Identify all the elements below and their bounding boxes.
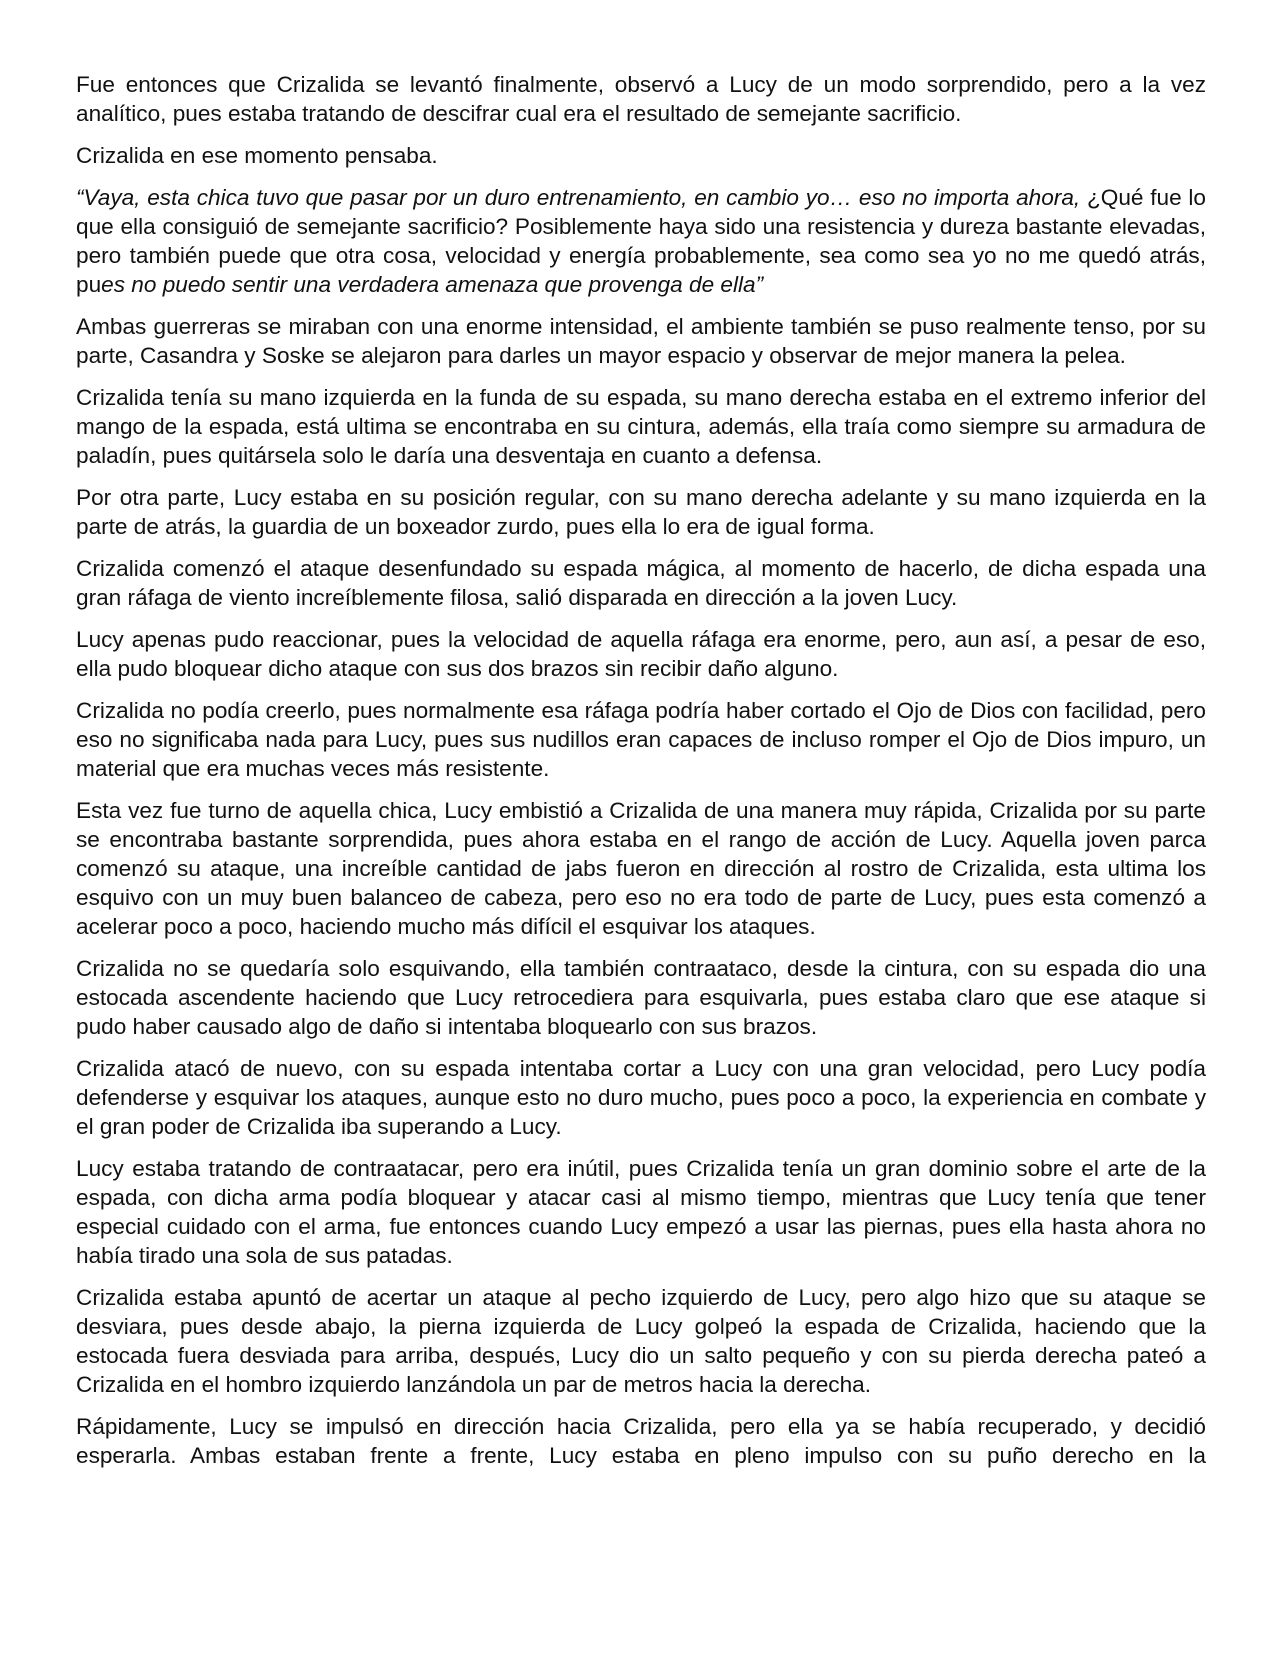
paragraph-4: Ambas guerreras se miraban con una enorme intensidad, el ambiente también se puso realmente tenso, por su parte, Casandra y Soske se alejaron para darles un mayor espacio y observar de mejor manera la pelea. [76, 314, 1206, 368]
paragraph-3-thought [76, 183, 1206, 299]
paragraph-11: Crizalida no se quedaría solo esquivando, ella también contraataco, desde la cintura, con su espada dio una estocada ascendente haciendo que Lucy retrocediera para esquivarla, pues estaba claro que ese ataque si pudo haber causado algo de daño si intentaba bloquearlo con sus brazos. [76, 956, 1206, 1039]
thought-italic-start: “Vaya, esta chica tuvo que pasar por un duro entrenamiento, en cambio yo… eso no importa ahora, [76, 185, 1081, 210]
paragraph-9: Crizalida no podía creerlo, pues normalmente esa ráfaga podría haber cortado el Ojo de Dios con facilidad, pero eso no significaba nada para Lucy, pues sus nudillos eran capaces de incluso romper el Ojo de Dios impuro, un material que era muchas veces más resistente. [76, 698, 1206, 781]
paragraph-6: Por otra parte, Lucy estaba en su posición regular, con su mano derecha adelante y su mano izquierda en la parte de atrás, la guardia de un boxeador zurdo, pues ella lo era de igual forma. [76, 485, 1206, 539]
paragraph-8: Lucy apenas pudo reaccionar, pues la velocidad de aquella ráfaga era enorme, pero, aun así, a pesar de eso, ella pudo bloquear dicho ataque con sus dos brazos sin recibir daño alguno. [76, 627, 1206, 681]
paragraph-2: Crizalida en ese momento pensaba. [76, 143, 438, 168]
paragraph-13: Lucy estaba tratando de contraatacar, pero era inútil, pues Crizalida tenía un gran dominio sobre el arte de la espada, con dicha arma podía bloquear y atacar casi al mismo tiempo, mientras que Lucy tenía que tener especial cuidado con el arma, fue entonces cuando Lucy empezó a usar las piernas, pues ella hasta ahora no había tirado una sola de sus patadas. [76, 1156, 1206, 1268]
thought-italic-end: es no puedo sentir una verdadera amenaza que provenga de ella” [101, 272, 764, 297]
paragraph-15: Rápidamente, Lucy se impulsó en dirección hacia Crizalida, pero ella ya se había recuperado, y decidió esperarla. Ambas estaban frente a frente, Lucy estaba en pleno impulso con su puño derecho en la [76, 1414, 1206, 1468]
document-page [76, 70, 1206, 1483]
paragraph-1: Fue entonces que Crizalida se levantó finalmente, observó a Lucy de un modo sorprendido, pero a la vez analítico, pues estaba tratando de descifrar cual era el resultado de semejante sacrificio. [76, 72, 1206, 126]
paragraph-12: Crizalida atacó de nuevo, con su espada intentaba cortar a Lucy con una gran velocidad, pero Lucy podía defenderse y esquivar los ataques, aunque esto no duro mucho, pues poco a poco, la experiencia en combate y el gran poder de Crizalida iba superando a Lucy. [76, 1056, 1206, 1139]
paragraph-10: Esta vez fue turno de aquella chica, Lucy embistió a Crizalida de una manera muy rápida, Crizalida por su parte se encontraba bastante sorprendida, pues ahora estaba en el rango de acción de Lucy. Aquella joven parca comenzó su ataque, una increíble cantidad de jabs fueron en dirección al rostro de Crizalida, esta ultima los esquivo con un muy buen balanceo de cabeza, pero eso no era todo de parte de Lucy, pues esta comenzó a acelerar poco a poco, haciendo mucho más difícil el esquivar los ataques. [76, 798, 1206, 939]
paragraph-7: Crizalida comenzó el ataque desenfundado su espada mágica, al momento de hacerlo, de dicha espada una gran ráfaga de viento increíblemente filosa, salió disparada en dirección a la joven Lucy. [76, 556, 1206, 610]
paragraph-14: Crizalida estaba apuntó de acertar un ataque al pecho izquierdo de Lucy, pero algo hizo que su ataque se desviara, pues desde abajo, la pierna izquierda de Lucy golpeó la espada de Crizalida, haciendo que la estocada fuera desviada para arriba, después, Lucy dio un salto pequeño y con su pierda derecha pateó a Crizalida en el hombro izquierdo lanzándola un par de metros hacia la derecha. [76, 1285, 1206, 1397]
paragraph-5: Crizalida tenía su mano izquierda en la funda de su espada, su mano derecha estaba en el extremo inferior del mango de la espada, está ultima se encontraba en su cintura, además, ella traía como siempre su armadura de paladín, pues quitársela solo le daría una desventaja en cuanto a defensa. [76, 385, 1206, 468]
thought-middle: ¿Qué fue lo que ella consiguió de semejante sacrificio? Posiblemente haya sido una resistencia y dureza bastante elevadas, pero también puede que otra cosa, velocidad y energía probablemente, sea como sea yo no me quedó atrás, pu [76, 185, 1206, 297]
